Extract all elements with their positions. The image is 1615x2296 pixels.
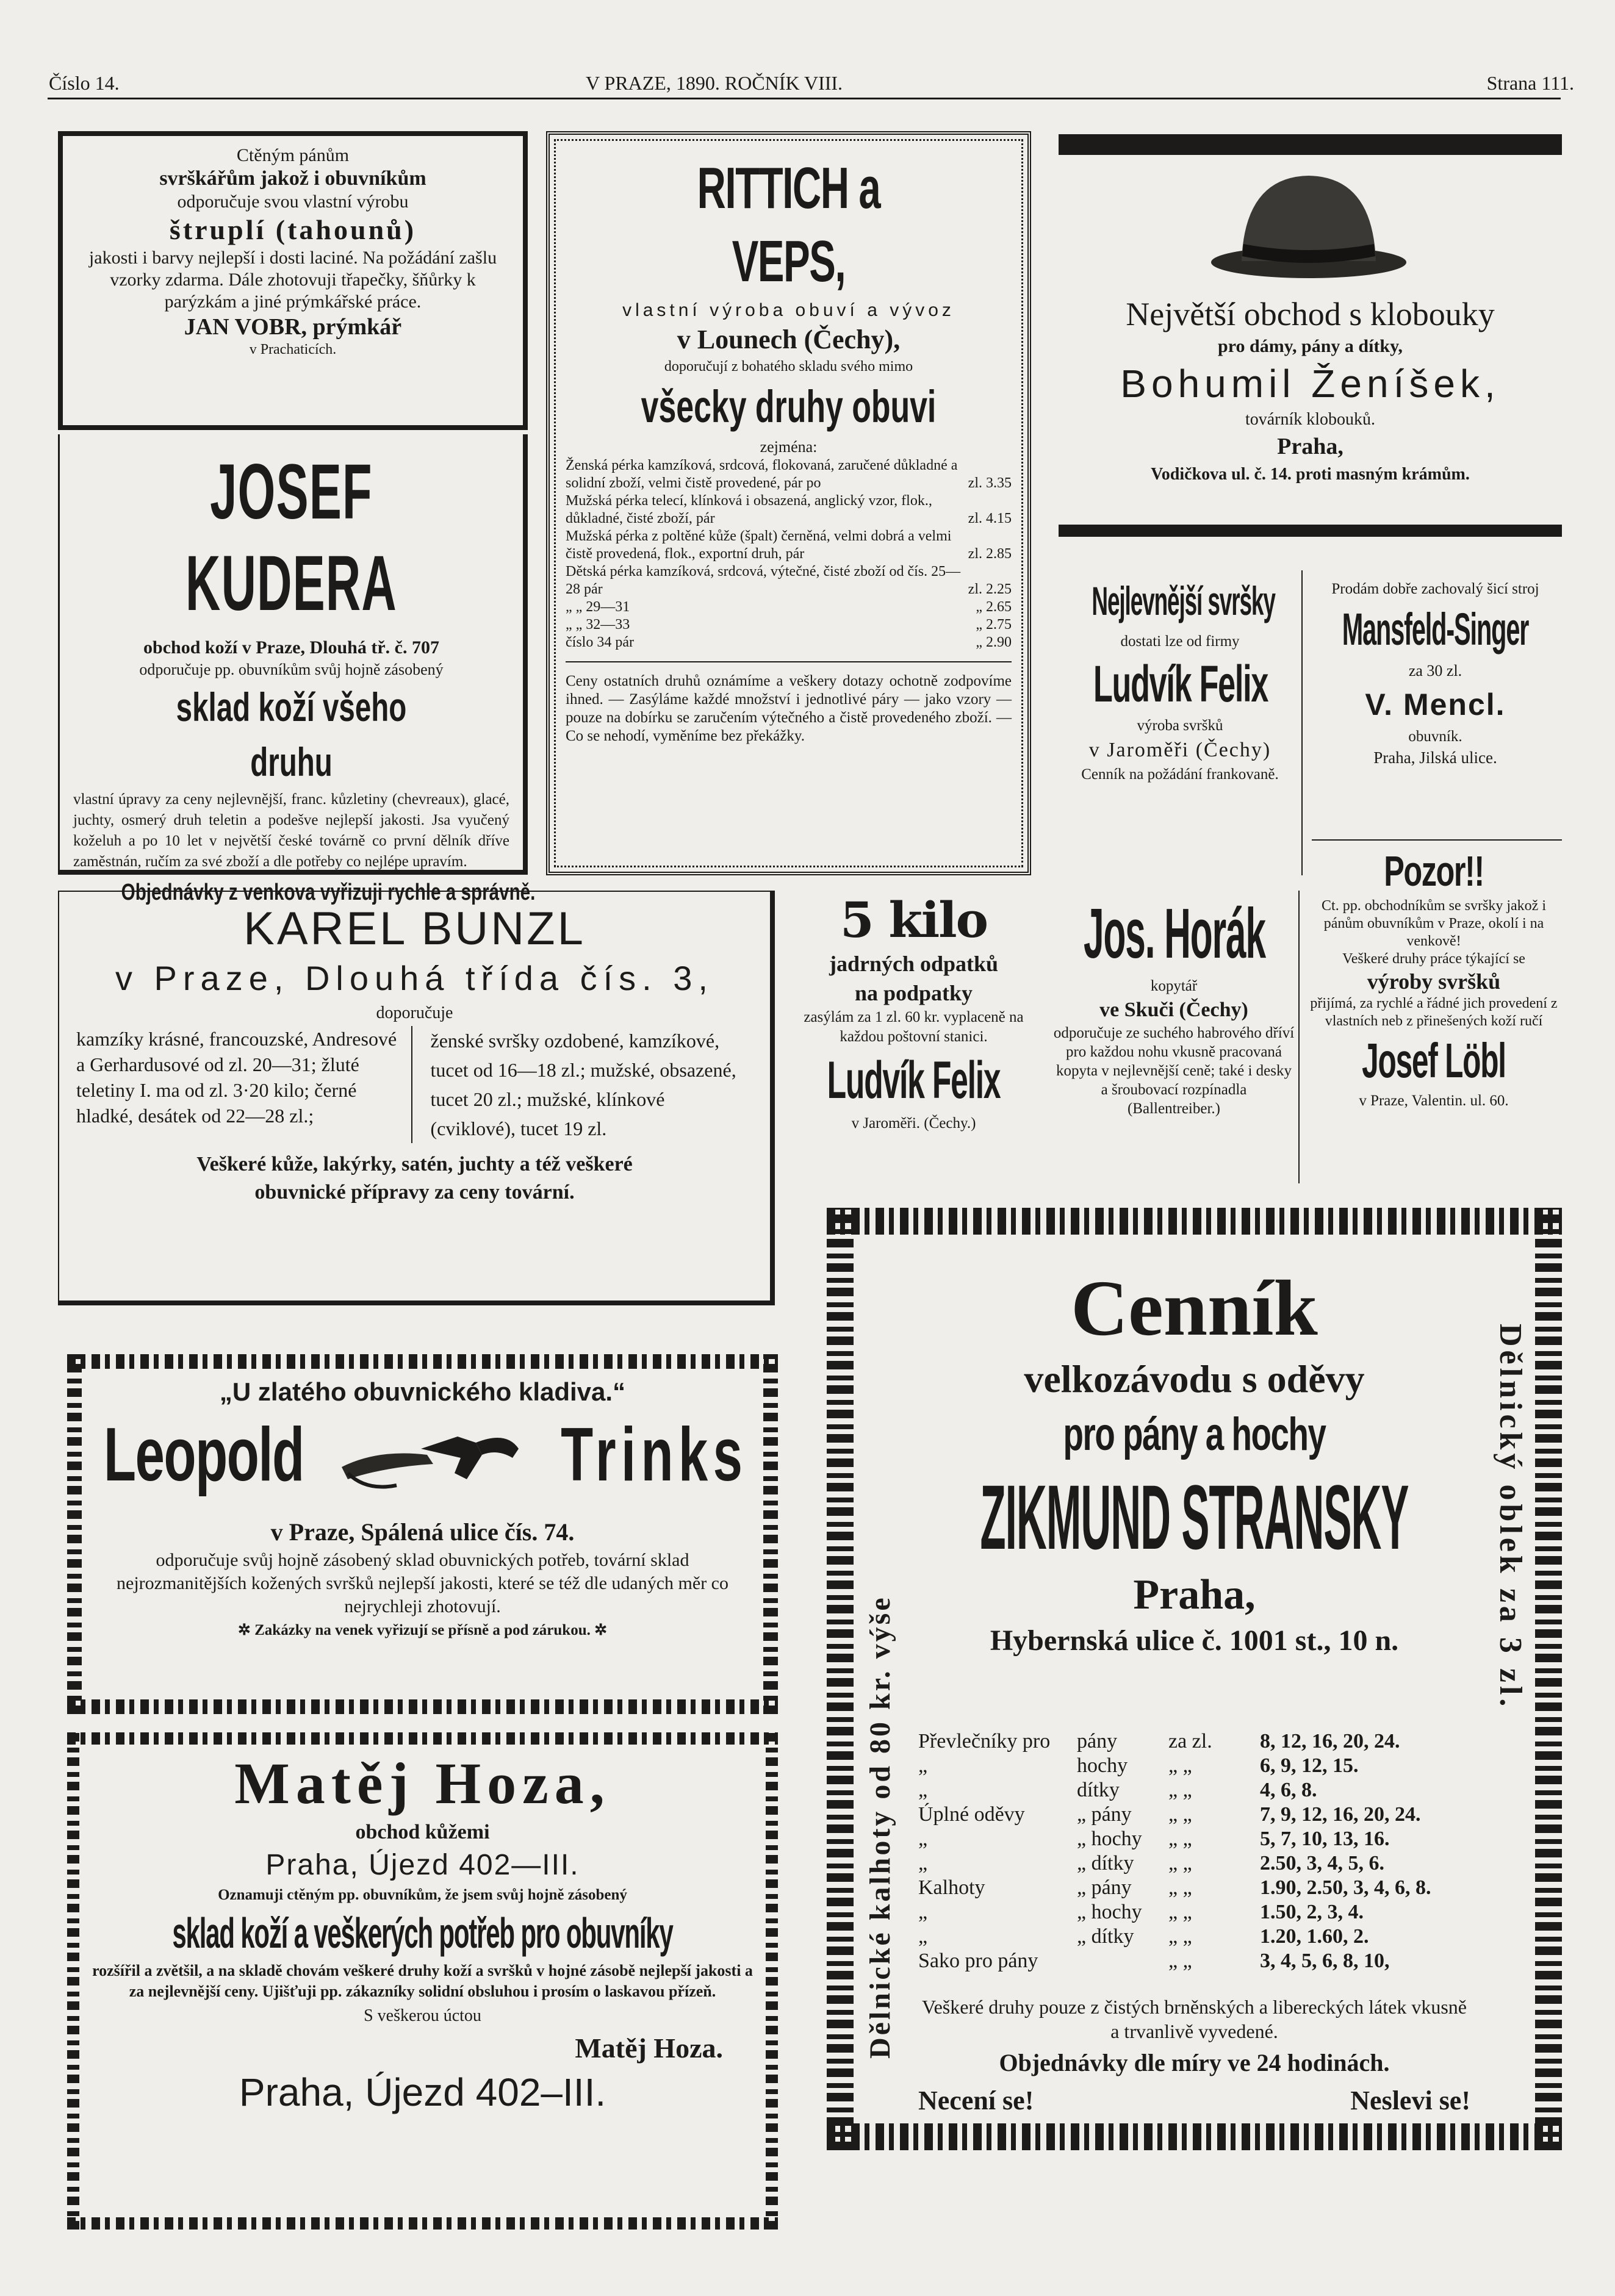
stransky-cell-b: „ hochy [1077,1828,1142,1850]
stransky-row [918,1754,1467,1778]
stransky-row [918,1729,1467,1754]
vobr-product: štruplí (tahounů) [169,214,417,245]
zenisek-name: Bohumil Ženíšek, [1120,362,1500,406]
rittich-item-text: Dětská pérka kamzíková, srdcová, výtečné, čisté zboží od čís. 25—28 pár [566,564,961,597]
stransky-row [918,1851,1467,1876]
felix1-intro: dostati lze od firmy [1120,633,1240,650]
ad-josef-lobl [1306,845,1562,1186]
stransky-f1: Veškeré druhy pouze z čistých brněnských a libereckých látek vkusně a trvanlivě vyvedené. [922,1996,1467,2042]
rittich-item [566,598,1012,616]
rittich-item-text: Mužská pérka z poltěné kůže (špalt) černěná, velmi dobrá a velmi čistě provedená, flok., exportní druh, pár [566,528,952,562]
stransky-cell-a: Sako pro pány [918,1950,1038,1972]
stransky-name: ZIKMUND STRANSKY [980,1466,1409,1568]
kudera-name: JOSEF KUDERA [185,448,397,627]
star-icon: ✲ [237,1622,255,1638]
mencl-offer: Prodám dobře zachovalý šicí stroj [1331,581,1539,597]
rittich-intro: doporučují z bohatého skladu svého mimo [664,359,913,375]
felix1-name: Ludvík Felix [1093,655,1268,712]
ad-matej-hoza [67,1732,778,2230]
trinks-bottom-border [67,1699,778,1714]
stransky-cell-a: „ [918,1852,928,1874]
rittich-footer: Ceny ostatních druhů oznámíme a veškery dotazy ochotně zodpovíme ihned. — Zasýláme každé množství i jednotlivé páry — jako vzory — pouze na dobírku se zaručením výtečného a čistě provedeného zboží. — Co se nehodí, vyměníme bez překážky. [566,673,1012,744]
ad-ludvik-felix-odpatky [793,891,1034,1189]
stransky-cell-a: „ [918,1901,928,1923]
ad-bohumil-zenisek [1059,134,1562,537]
kudera-headline: sklad koží všeho druhu [176,684,407,784]
rittich-item [566,616,1012,634]
stransky-cell-b: „ pány [1077,1803,1132,1826]
vobr-name: JAN VOBR, prýmkář [184,314,402,340]
hoza-l1: obchod kůžemi [355,1821,490,1843]
felix2-name: Ludvík Felix [827,1051,1001,1110]
felix1-catalog: Cenník na požádání frankovaně. [1081,766,1279,783]
stransky-right-border [1535,1208,1562,2150]
rittich-divider [566,661,1012,662]
stransky-f3: Necení se! [918,2086,1034,2115]
rittich-headline: všecky druhy obuvi [641,381,937,432]
stransky-cell-a: „ [918,1828,928,1850]
bunzl-footer-1: Veškeré kůže, lakýrky, satén, juchty a též veškeré [196,1153,633,1175]
horak-name: Jos. Horák [1083,894,1266,973]
rittich-item-text: „ „ 32—33 [566,617,630,633]
zenisek-address: Vodičkova ul. č. 14. proti masným krámům. [1151,465,1470,484]
lobl-greeting: Ct. pp. obchodníkům se svršky jakož i pánům obuvníkům v Praze, okolí i na venkově! [1322,898,1546,949]
trinks-body: odporučuje svůj hojně zásobený sklad obuvnických potřeb, tovární sklad nejrozmanitějších kožených svršků nejlepší jakosti, které se též dle udaných měr co nejrychleji zhotovují. [117,1550,728,1616]
hoza-signature: Matěj Hoza. [575,2032,723,2064]
stransky-row [918,1876,1467,1900]
stransky-cell-d: 6, 9, 12, 15. [1260,1754,1359,1777]
lobl-intro: Veškeré druhy práce týkající se [1342,951,1525,967]
stransky-cell-a: Kalhoty [918,1876,985,1899]
ad-jan-vobr [58,131,528,430]
trinks-last-name: Trinks [560,1413,747,1497]
mencl-address: Praha, Jilská ulice. [1373,748,1497,767]
rittich-item [566,528,1012,563]
trinks-footer-text: Zakázky na venek vyřizují se přísně a pod zárukou. [254,1622,591,1638]
rittich-item-text: Ženská pérka kamzíková, srdcová, flokovaná, zaručené důkladné a solidní zboží, velmi čistě provedené, pár po [566,457,958,491]
stransky-bottom-border [827,2123,1562,2150]
ad-ludvik-felix-svrsky [1059,570,1303,875]
hoza-bottom-border [67,2217,778,2230]
stransky-left-border [827,1208,854,2150]
hat-icon [1208,165,1409,281]
ad-josef-kudera [58,434,536,905]
bunzl-left-column: kamzíky krásné, francouzské, Andresové a Gerhardusové od zl. 20—31; žluté teletiny I. ma od zl. 3·20 kilo; černé hladké, desátek od 22—28 zl.; [76,1026,412,1143]
kudera-footer: Objednávky z venkova vyřizuji rychle a správně. [121,880,536,905]
stransky-row [918,1925,1467,1949]
stransky-l2: pro pány a hochy [1063,1408,1326,1460]
hammer-icon [329,1412,525,1504]
felix1-place: v Jaroměři (Čechy) [1088,739,1271,761]
stransky-vertical-right: Dělnický oblek za 3 zl. [1493,1324,1528,1710]
rittich-tagline: vlastní výroba obuví a vývoz [622,300,955,320]
stransky-cell-a: „ [918,1754,928,1777]
stransky-cell-a: Úplné oděvy [918,1803,1025,1826]
issue-number: Číslo 14. [49,72,120,94]
stransky-cell-a: „ [918,1925,928,1948]
stransky-f2: Objednávky dle míry ve 24 hodinách. [999,2049,1390,2076]
felix2-place: v Jaroměři. (Čechy.) [851,1115,976,1132]
rittich-item [566,457,1012,492]
stransky-address: Hybernská ulice č. 1001 st., 10 n. [990,1624,1399,1657]
zenisek-headline: Největší obchod s klobouky [1126,296,1495,332]
stransky-cell-c: „ „ [1168,1950,1192,1972]
mencl-name: V. Mencl. [1365,687,1506,722]
rittich-item-price: zl. 3.35 [968,475,1012,491]
hoza-greeting: S veškerou úctou [364,2006,481,2025]
zenisek-target: pro dámy, pány a dítky, [1218,336,1403,356]
stransky-price-table [918,1729,1467,1973]
felix2-body: zasýlám za 1 zl. 60 kr. vyplaceně na každou poštovní stanici. [804,1009,1024,1045]
hoza-footer: Praha, Újezd 402–III. [239,2070,606,2114]
hoza-headline: sklad koží a veškerých potřeb pro obuvníky [172,1909,673,1957]
lobl-address: v Praze, Valentin. ul. 60. [1359,1092,1509,1109]
vobr-place: v Prachaticích. [249,342,337,357]
rittich-item [566,563,1012,598]
zenisek-role: továrník klobouků. [1245,410,1376,429]
rittich-city: v Lounech (Čechy), [677,325,901,354]
stransky-cell-d: 4, 6, 8. [1260,1779,1317,1801]
rittich-item-text: Mužská pérka telecí, klínková i obsazená, anglický vzor, flok., důkladné, čisté zboží, pár [566,493,932,526]
stransky-cell-c: „ „ [1168,1828,1192,1850]
stransky-cell-c: „ „ [1168,1925,1192,1948]
ad-zikmund-stransky [827,1208,1562,2150]
bunzl-address: v Praze, Dlouhá třída čís. 3, [115,959,714,997]
lobl-name: Josef Löbl [1362,1033,1506,1088]
hoza-right-border [766,1732,778,2230]
bunzl-intro: doporučuje [376,1003,453,1022]
rittich-item-price: „ 2.90 [976,634,1012,650]
stransky-cell-c: „ „ [1168,1852,1192,1874]
mencl-price: za 30 zl. [1408,662,1462,680]
stransky-cell-c: „ „ [1168,1754,1192,1777]
ad-rittich-veps [546,131,1031,875]
hoza-l2: Praha, Újezd 402—III. [265,1849,580,1881]
ad-karel-bunzl [58,891,775,1305]
felix2-headline: 5 kilo [840,891,988,949]
stransky-cell-c: „ „ [1168,1876,1192,1899]
stransky-row [918,1900,1467,1925]
felix2-l1: jadrných odpatků [829,952,999,976]
stransky-row [918,1803,1467,1827]
hoza-left-border [67,1732,79,2230]
rittich-name: RITTICH a VEPS, [697,156,880,294]
rittich-item [566,634,1012,651]
rittich-item [566,492,1012,528]
trinks-footer [85,1618,760,1643]
lobl-body: přijímá, za rychlé a řádné jich provedení z vlastních neb z přinešených koží ručí [1310,996,1558,1029]
felix2-l2: na podpatky [854,981,973,1005]
zenisek-bottom-band [1059,525,1562,537]
rittich-item-text: číslo 34 pár [566,634,634,650]
stransky-city: Praha, [1133,1571,1256,1618]
zenisek-city: Praha, [1277,434,1343,459]
stransky-vertical-left: Dělnické kalhoty od 80 kr. výše [864,1595,896,2059]
stransky-row [918,1778,1467,1803]
vobr-greeting: Ctěným pánům [236,145,350,165]
ad-jos-horak [1049,891,1300,1183]
stransky-cell-b: hochy [1077,1754,1128,1777]
stransky-cell-b [1077,1949,1168,1973]
stransky-cell-b: „ dítky [1077,1852,1134,1874]
lobl-service: výroby svršků [1367,969,1501,994]
stransky-cell-c: za zl. [1168,1730,1212,1752]
rittich-item-price: „ 2.65 [976,599,1012,615]
rittich-item-price: zl. 2.25 [968,581,1012,597]
page-header [49,72,1574,100]
vobr-audience: svrškářům jakož i obuvníkům [159,167,426,190]
horak-place: ve Skuči (Čechy) [1099,999,1248,1021]
lobl-headline: Pozor!! [1384,847,1484,895]
stransky-cell-b: „ dítky [1077,1925,1134,1948]
hoza-top-border [67,1732,778,1745]
kudera-intro: odporučuje pp. obuvníkům svůj hojně zásobený [139,661,444,678]
stransky-headline: Cenník [1071,1265,1318,1352]
trinks-address: v Praze, Spálená ulice čís. 74. [270,1518,575,1546]
bunzl-right-column: ženské svršky ozdobené, kamzíkové, tucet od 16—18 zl.; mužské, obsazené, tucet 20 zl.; mužské, klínkové (cviklové), tucet 19 zl. [430,1030,736,1139]
rittich-zejmena: zejména: [760,438,818,456]
star-icon: ✲ [590,1622,608,1638]
zenisek-top-band [1059,134,1562,155]
felix1-role: výroba svršků [1137,717,1223,734]
stransky-cell-d: 7, 9, 12, 16, 20, 24. [1260,1803,1421,1826]
stransky-cell-d: 5, 7, 10, 13, 16. [1260,1828,1390,1850]
stransky-cell-d: 1.90, 2.50, 3, 4, 6, 8. [1260,1876,1431,1899]
stransky-cell-b: „ hochy [1077,1901,1142,1923]
rittich-item-price: zl. 2.85 [968,546,1012,562]
stransky-cell-d: 1.50, 2, 3, 4. [1260,1901,1364,1923]
hoza-body: rozšířil a zvětšil, a na skladě chovám veškeré druhy koží a svršků v hojné zásobě nejlepší jakosti a za nejlevnější ceny. Ujišťuji pp. zákazníky solidní obsluhou i prosím o laskavou přízeň. [92,1962,753,2000]
kudera-body: vlastní úpravy za ceny nejlevnější, franc. kůzletiny (chevreaux), glacé, juchty, osmerý druh teletin a podešve nejlepší jakosti. Jsa vyučený koželuh a po 10 let v největší české továrně co první dělník dříve zaměstnán, ručím za své zboží a dle potřeby co nejlépe upravím. [73,791,509,870]
mencl-machine: Mansfeld-Singer [1342,604,1529,655]
page-number: Strana 111. [1486,72,1574,94]
stransky-cell-c: „ „ [1168,1901,1192,1923]
hoza-l3: Oznamuji ctěným pp. obuvníkům, že jsem svůj hojně zásobený [218,1887,627,1903]
stransky-row [918,1827,1467,1851]
ad-v-mencl [1309,579,1562,830]
stransky-cell-c: „ „ [1168,1779,1192,1801]
bunzl-name: KAREL BUNZL [243,903,586,955]
stransky-cell-b: „ pány [1077,1876,1132,1899]
stransky-l1: velkozávodu s oděvy [1024,1357,1365,1401]
vobr-body: jakosti i barvy nejlepší i dosti laciné. Na požádání zašlu vzorky zdarma. Dále zhotovuji třapečky, šňůrky k parýzkám a jiné prýmkářské práce. [88,248,497,312]
stransky-f4: Neslevi se! [1350,2086,1470,2115]
felix1-headline: Nejlevnější svršky [1092,578,1275,623]
stransky-cell-a: Převlečníky pro [918,1730,1051,1752]
stransky-cell-d: 1.20, 1.60, 2. [1260,1925,1369,1948]
horak-body: odporučuje ze suchého habrového dříví pro každou nohu vkusně pracovaná kopyta v nejlevnější ceně; také i desky a šroubovací rozpínadla (Ballentreiber.) [1053,1025,1295,1117]
stransky-cell-d: 8, 12, 16, 20, 24. [1260,1730,1400,1752]
stransky-cell-d: 3, 4, 5, 6, 8, 10, [1260,1950,1390,1972]
stransky-cell-a: „ [918,1779,928,1801]
stransky-cell-d: 2.50, 3, 4, 5, 6. [1260,1852,1384,1874]
trinks-sign: „U zlatého obuvnického kladiva.“ [219,1377,626,1406]
trinks-first-name: Leopold [104,1413,304,1497]
ad-leopold-trinks [67,1354,778,1714]
rittich-item-text: „ „ 29—31 [566,599,630,615]
stransky-row [918,1949,1467,1973]
horak-role: kopytář [1150,978,1198,994]
header-rule [48,98,1561,99]
stransky-cell-b: pány [1077,1730,1118,1752]
rittich-price-list [566,457,1012,651]
rittich-item-price: „ 2.75 [976,617,1012,633]
stransky-cell-b: dítky [1077,1779,1120,1801]
stransky-cell-c: „ „ [1168,1803,1192,1826]
issue-title: V PRAZE, 1890. ROČNÍK VIII. [586,72,843,94]
hoza-name: Matěj Hoza, [234,1751,611,1816]
mencl-divider [1312,839,1562,841]
rittich-item-price: zl. 4.15 [968,511,1012,526]
bunzl-footer-2: obuvnické přípravy za ceny tovární. [254,1181,575,1204]
trinks-top-border [67,1354,778,1369]
mencl-role: obuvník. [1408,728,1462,745]
vobr-offer: odporučuje svou vlastní výrobu [177,192,409,212]
stransky-top-border [827,1208,1562,1235]
kudera-address: obchod koží v Praze, Dlouhá tř. č. 707 [143,637,439,658]
